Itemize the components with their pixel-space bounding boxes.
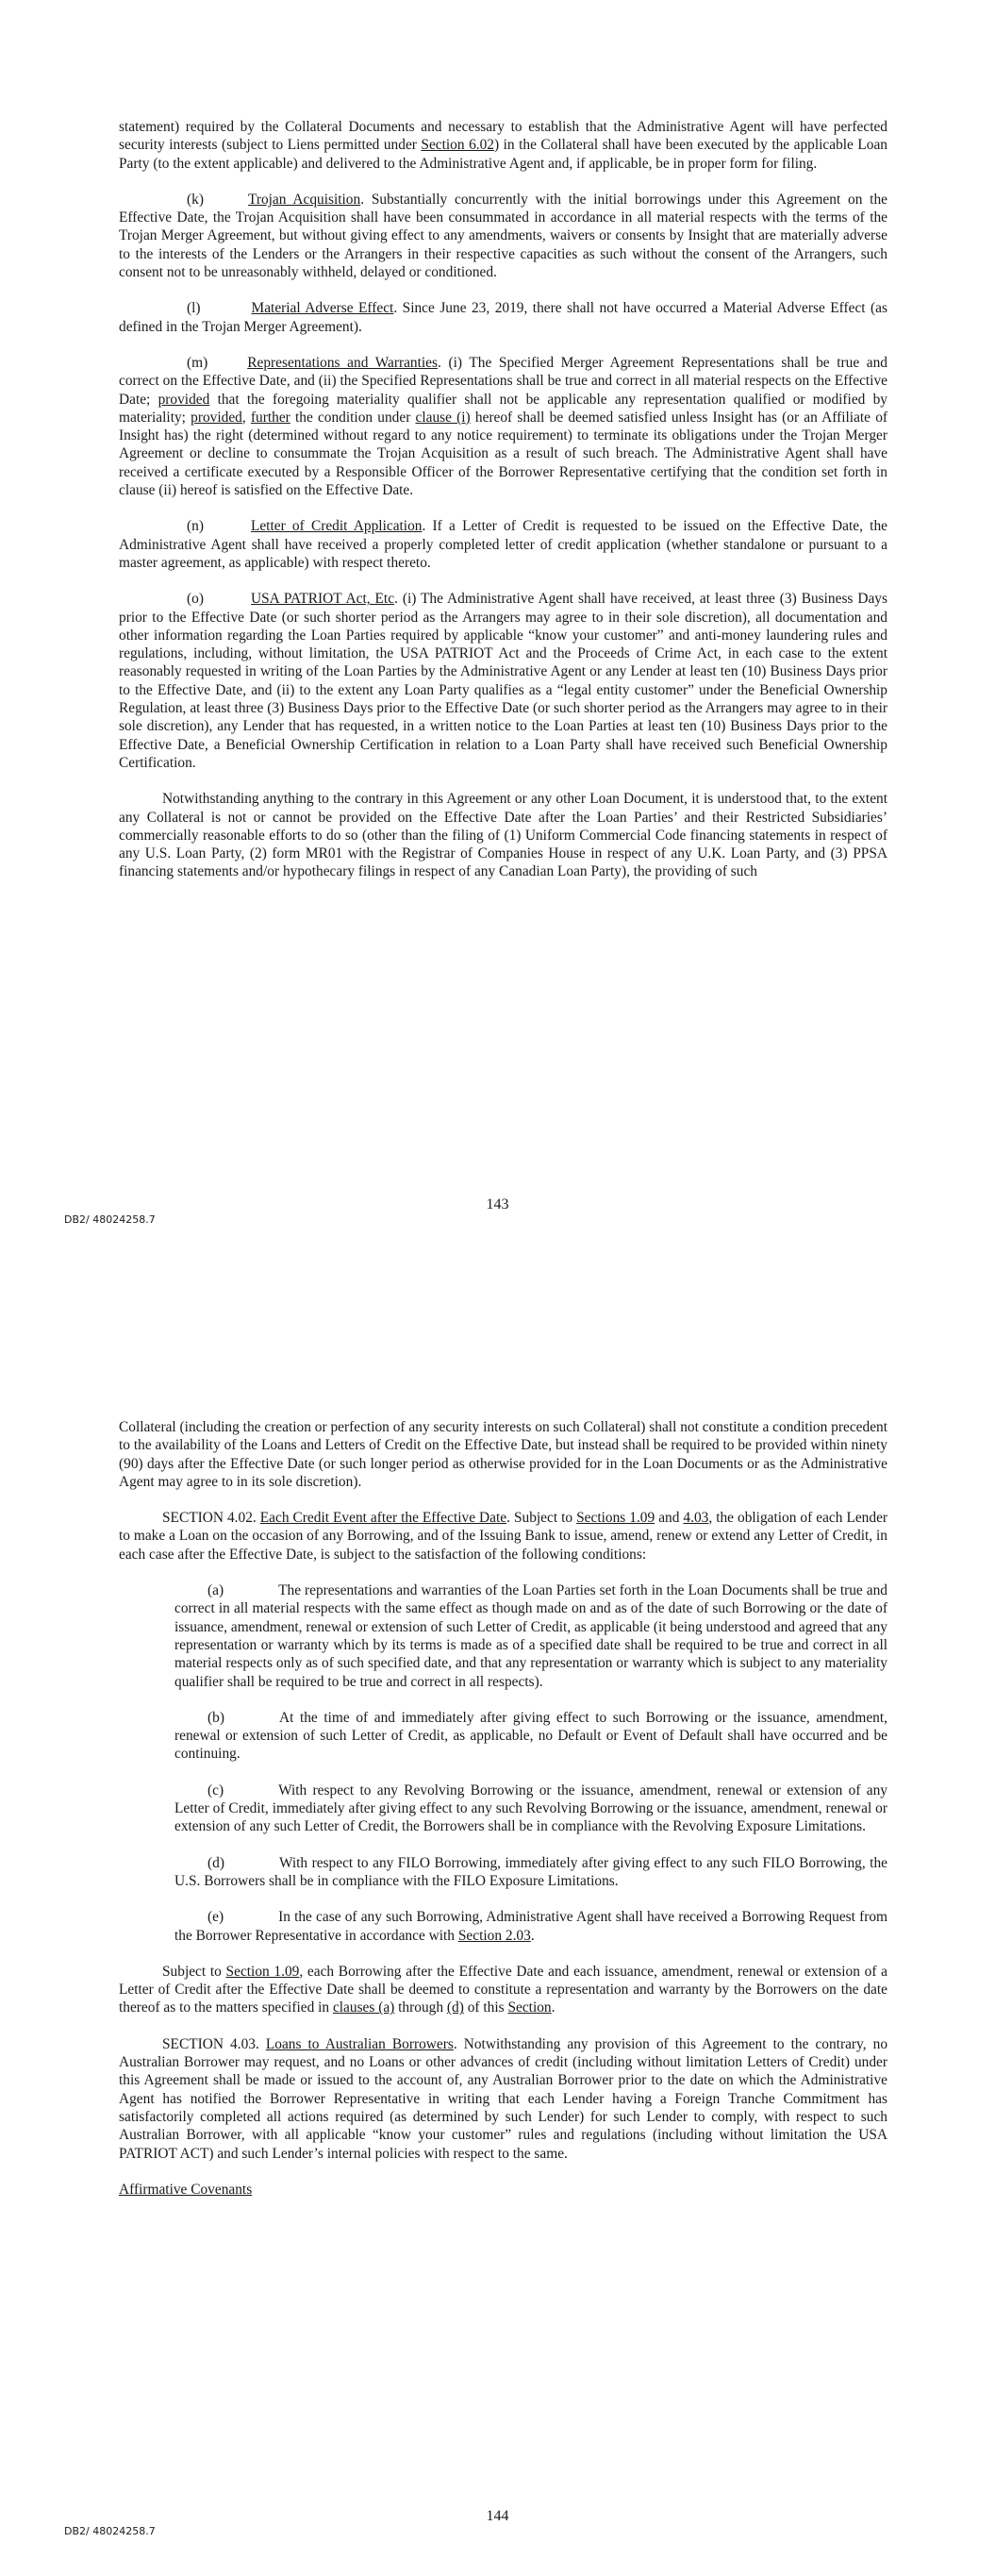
heading-representations-and-warranties: Representations and Warranties (247, 354, 439, 371)
heading-letter-of-credit-application: Letter of Credit Application (250, 518, 423, 535)
heading-material-adverse-effect: Material Adverse Effect (251, 300, 394, 317)
heading-usa-patriot-act: USA PATRIOT Act, Etc (250, 591, 395, 608)
paragraph-section-4-03: SECTION 4.03. Loans to Australian Borrowers. Notwithstanding any provision of this Agreement to the contrary, no Australian Borrower may request, and no Loans or other advances of credit (including without limitation Letters of Credit) under this Agreement shall be made or issued to the account of, any Australian Borrower prior to the date on which the Administrative Agent has notified the Borrower Representative in writing that each Lender having a Foreign Tranche Commitment has satisfactorily completed all actions required (as determined by such Lender) for such Lender to comply, with respect to such Australian Borrower, with all applicable “know your customer” rules and regulations (including without limitation the USA PATRIOT ACT) and such Lender’s internal policies with respect to the same. (119, 2035, 888, 2162)
page-143-body (119, 118, 887, 899)
paragraph-section-4-02: SECTION 4.02. Each Credit Event after the Effective Date. Subject to Sections 1.09 and 4.03, the obligation of each Lender to make a Loan on the occasion of any Borrowing, and of the Issuing Bank to issue, amend, renew or extend any Letter of Credit, in each case after the Effective Date, is subject to the satisfaction of the following conditions: (119, 1510, 888, 1563)
paragraph-k: (k) Trojan Acquisition. Substantially concurrently with the initial borrowings under this Agreement on the Effective Date, the Trojan Acquisition shall have been consummated in accordance in all material respects with the terms of the Trojan Merger Agreement, but without giving effect to any amendments, waivers or consents by Insight that are materially adverse to the interests of the Lenders or the Arrangers in their respective capacities as such without the consent of the Arrangers, such consent not to be unreasonably withheld, delayed or conditioned. (119, 191, 887, 281)
paragraph-c: (c) With respect to any Revolving Borrowing or the issuance, amendment, renewal or extension of any Letter of Credit, immediately after giving effect to any such Revolving Borrowing or the issuance, amendment, renewal or extension of any such Letter of Credit, the Borrowers shall be in compliance with the Revolving Exposure Limitations. (174, 1781, 887, 1835)
paragraph-a: (a) The representations and warranties of the Loan Parties set forth in the Loan Documents shall be true and correct in all material respects with the same effect as though made on and as of the date of such Borrowing or the date of issuance, amendment, renewal or extension of such Letter of Credit, as applicable (it being understood and agreed that any representation or warranty which by its terms is made as of a specified date shall be required to be true and correct in all material respects only as of such specified date, and that any representation or warranty which is subject to any materiality qualifier shall be required to be true and correct in all respects). (174, 1582, 887, 1690)
paragraph-d: (d) With respect to any FILO Borrowing, immediately after giving effect to any such FILO Borrowing, the U.S. Borrowers shall be in compliance with the FILO Exposure Limitations. (174, 1854, 887, 1889)
page-number: 143 (486, 1196, 509, 1213)
document-id: DB2/ 48024258.7 (64, 2525, 156, 2537)
paragraph-notwithstanding: Notwithstanding anything to the contrary in this Agreement or any other Loan Document, it is understood that, to the extent any Collateral is not or cannot be provided on the Effective Date after the Loan Parties’ and their Restricted Subsidiaries’ commercially reasonable efforts to do so (other than the filing of (1) Uniform Commercial Code financing statements in respect of any U.S. Loan Party, (2) form MR01 with the Registrar of Companies House in respect of any U.K. Loan Party, and (3) PPSA financing statements and/or hypothecary filings in respect of any Canadian Loan Party), the providing of such (119, 791, 887, 880)
paragraph-m: (m) Representations and Warranties. (i) The Specified Merger Agreement Representations shall be true and correct on the Effective Date, and (ii) the Specified Representations shall be true and correct in all material respects on the Effective Date; provided that the foregoing materiality qualifier shall not be applicable any representation qualified or modified by materiality; provided, further the condition under clause (i) hereof shall be deemed satisfied unless Insight has (or an Affiliate of Insight has) the right (determined without regard to any notice requirement) to terminate its obligations under the Trojan Merger Agreement or decline to consummate the Trojan Acquisition as a result of such breach. The Administrative Agent shall have received a certificate executed by a Responsible Officer of the Borrower Representative certifying that the condition set forth in clause (ii) hereof is satisfied on the Effective Date. (119, 354, 888, 499)
paragraph-b: (b) At the time of and immediately after giving effect to such Borrowing or the issuance, amendment, renewal or extension of such Letter of Credit, as applicable, no Default or Event of Default shall have occurred and be continuing. (174, 1709, 887, 1763)
heading-each-credit-event: Each Credit Event after the Effective Date (259, 1510, 507, 1527)
paragraph-subject-to: Subject to Section 1.09, each Borrowing after the Effective Date and each issuance, amendment, renewal or extension of a Letter of Credit after the Effective Date shall be deemed to constitute a representation and warranty by the Borrowers on the date thereof as to the matters specified in clauses (a) through (d) of this Section. (119, 1963, 887, 2016)
paragraph-l: (l) Material Adverse Effect. Since June 23, 2019, there shall not have occurred a Material Adverse Effect (as defined in the Trojan Merger Agreement). (119, 300, 887, 335)
paragraph-n: (n) Letter of Credit Application. If a Letter of Credit is requested to be issued on the Effective Date, the Administrative Agent shall have received a properly completed letter of credit application (whether standalone or pursuant to a master agreement, as applicable) with respect thereto. (119, 518, 887, 571)
heading-loans-to-australian-borrowers: Loans to Australian Borrowers (265, 2035, 454, 2052)
heading-affirmative-covenants: Affirmative Covenants (119, 2181, 253, 2198)
paragraph-statement: statement) required by the Collateral Documents and necessary to establish that the Administrative Agent will have perfected security interests (subject to Liens permitted under Section 6.02) in the Collateral shall have been executed by the applicable Loan Party (to the extent applicable) and delivered to the Administrative Agent and, if applicable, be in proper form for filing. (119, 119, 887, 172)
section-6-02-link: Section 6.02 (421, 137, 495, 154)
page-144 (0, 1288, 995, 2576)
page-144-body (119, 1418, 887, 2216)
paragraph-e: (e) In the case of any such Borrowing, Administrative Agent shall have received a Borrowing Request from the Borrower Representative in accordance with Section 2.03. (174, 1909, 887, 1944)
paragraph-o: (o) USA PATRIOT Act, Etc. (i) The Administrative Agent shall have received, at least three (3) Business Days prior to the Effective Date (or such shorter period as the Arrangers may agree to in their sole discretion), all documentation and other information regarding the Loan Parties required by applicable “know your customer” and anti-money laundering rules and regulations, including, without limitation, the USA PATRIOT Act and the Proceeds of Crime Act, in each case to the extent reasonably requested in writing of the Loan Parties by the Administrative Agent or any Lender at least ten (10) Business Days prior to the Effective Date, and (ii) to the extent any Loan Party qualifies as a “legal entity customer” under the Beneficial Ownership Regulation, at least three (3) Business Days prior to the Effective Date (or such shorter period as the Arrangers may agree to in their sole discretion), any Lender that has requested, in a written notice to the Loan Parties at least ten (10) Business Days prior to the Effective Date, a Beneficial Ownership Certification in relation to a Loan Party shall have received such Beneficial Ownership Certification. (119, 591, 887, 771)
heading-trojan-acquisition: Trojan Acquisition (247, 191, 361, 208)
paragraph-collateral: Collateral (including the creation or perfection of any security interests on such Collateral) shall not constitute a condition precedent to the availability of the Loans and Letters of Credit on the Effective Date, but instead shall be required to be provided within ninety (90) days after the Effective Date (or such longer period as otherwise provided for in the Loan Documents or as the Administrative Agent may agree to in its sole discretion). (119, 1419, 887, 1490)
page-number: 144 (486, 2508, 509, 2524)
document-id: DB2/ 48024258.7 (64, 1213, 156, 1226)
